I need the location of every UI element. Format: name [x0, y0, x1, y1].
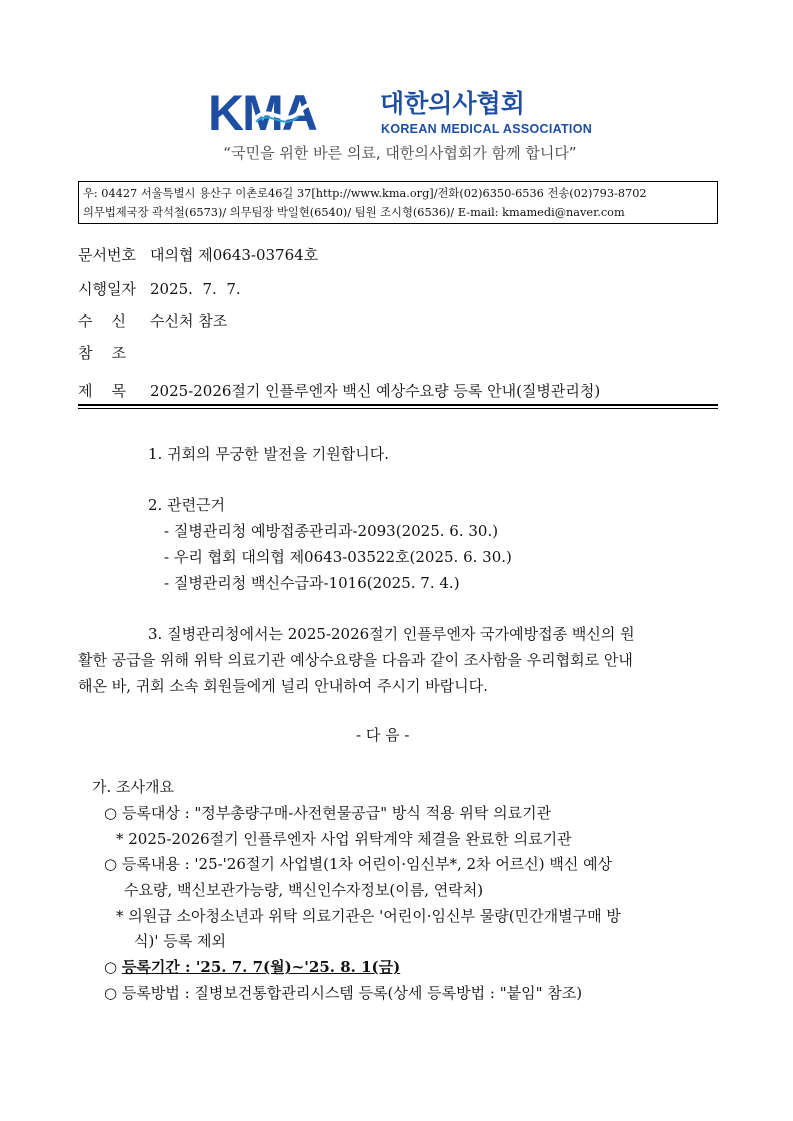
divider-thin [78, 408, 718, 409]
org-name-korean: 대한의사협회 [380, 89, 525, 118]
kma-logo [190, 78, 610, 168]
bullet-method: ○ 등록방법 : 질병보건통합관리시스템 등록(상세 등록방법 : "붙임" 참조) [104, 984, 583, 1002]
section-a-title: 가. 조사개요 [92, 778, 174, 796]
bullet-content-note-line-2: 식)' 등록 제외 [134, 932, 226, 950]
slogan: “국민을 위한 바른 의료, 대한의사협회가 함께 합니다” [223, 144, 577, 162]
org-name-english: KOREAN MEDICAL ASSOCIATION [381, 122, 593, 136]
bullet-target: ○ 등록대상 : "정부총량구매-사전현물공급" 방식 적용 위탁 의료기관 [104, 804, 552, 822]
doc-number-row [78, 244, 318, 265]
recipient-row [78, 310, 227, 331]
doc-number-label: 문서번호 [78, 246, 136, 264]
logo-text: KMA [208, 85, 316, 141]
subject-value: 2025-2026절기 인플루엔자 백신 예상수요량 등록 안내(질병관리청) [150, 382, 601, 400]
reference-item: - 질병관리청 예방접종관리과-2093(2025. 6. 30.) [164, 522, 499, 540]
bullet-content-line-2: 수요량, 백신보관가능량, 백신인수자정보(이름, 연락처) [124, 881, 484, 899]
bullet-period [104, 956, 400, 977]
address-line-2: 의무법제국장 곽석철(6573)/ 의무팀장 박일현(6540)/ 팀원 조시형(6536)/ E-mail: kmamedi@naver.com [83, 206, 625, 219]
paragraph-1: 1. 귀회의 무궁한 발전을 기원합니다. [148, 445, 390, 463]
divider-thick [78, 404, 718, 406]
reference-row [78, 342, 150, 363]
bullet-marker: ○ [104, 958, 118, 976]
logo-wave-icon [254, 100, 324, 130]
bullet-target-note: * 2025-2026절기 인플루엔자 사업 위탁계약 체결을 완료한 의료기관 [116, 830, 572, 848]
recipient-value: 수신처 참조 [150, 312, 228, 330]
date-label: 시행일자 [78, 280, 136, 298]
paragraph-3-line-1: 3. 질병관리청에서는 2025-2026절기 인플루엔자 국가예방접종 백신의 원 [148, 625, 635, 643]
bullet-content-note-line-1: * 의원급 소아청소년과 위탁 의료기관은 '어린이·임신부 물량(민간개별구매 방 [116, 907, 621, 925]
paragraph-2-title: 2. 관련근거 [148, 496, 226, 514]
date-row [78, 278, 241, 299]
doc-number-value: 대의협 제0643-03764호 [150, 246, 319, 264]
reference-item: - 질병관리청 백신수급과-1016(2025. 7. 4.) [164, 574, 460, 592]
paragraph-3-line-2: 활한 공급을 위해 위탁 의료기관 예상수요량을 다음과 같이 조사함을 우리협회로 안내 [78, 651, 633, 669]
address-line-1: 우: 04427 서울특별시 용산구 이촌로46길 37[http://www.kma.org]/전화(02)6350-6536 전송(02)793-8702 [83, 187, 647, 200]
next-marker: - 다 음 - [356, 726, 410, 744]
reference-label: 참 조 [78, 344, 127, 362]
subject-row [78, 380, 600, 401]
address-box [78, 181, 718, 224]
registration-period: 등록기간 : '25. 7. 7(월)~'25. 8. 1(금) [121, 958, 401, 976]
subject-label: 제 목 [78, 382, 127, 400]
paragraph-3-line-3: 해온 바, 귀회 소속 회원들에게 널리 안내하여 주시기 바랍니다. [78, 677, 488, 695]
recipient-label: 수 신 [78, 312, 127, 330]
bullet-content-line-1: ○ 등록내용 : '25-'26절기 사업별(1차 어린이·임신부*, 2차 어르신) 백신 예상 [104, 855, 613, 873]
date-value: 2025. 7. 7. [150, 280, 241, 298]
reference-item: - 우리 협회 대의협 제0643-03522호(2025. 6. 30.) [164, 548, 512, 566]
